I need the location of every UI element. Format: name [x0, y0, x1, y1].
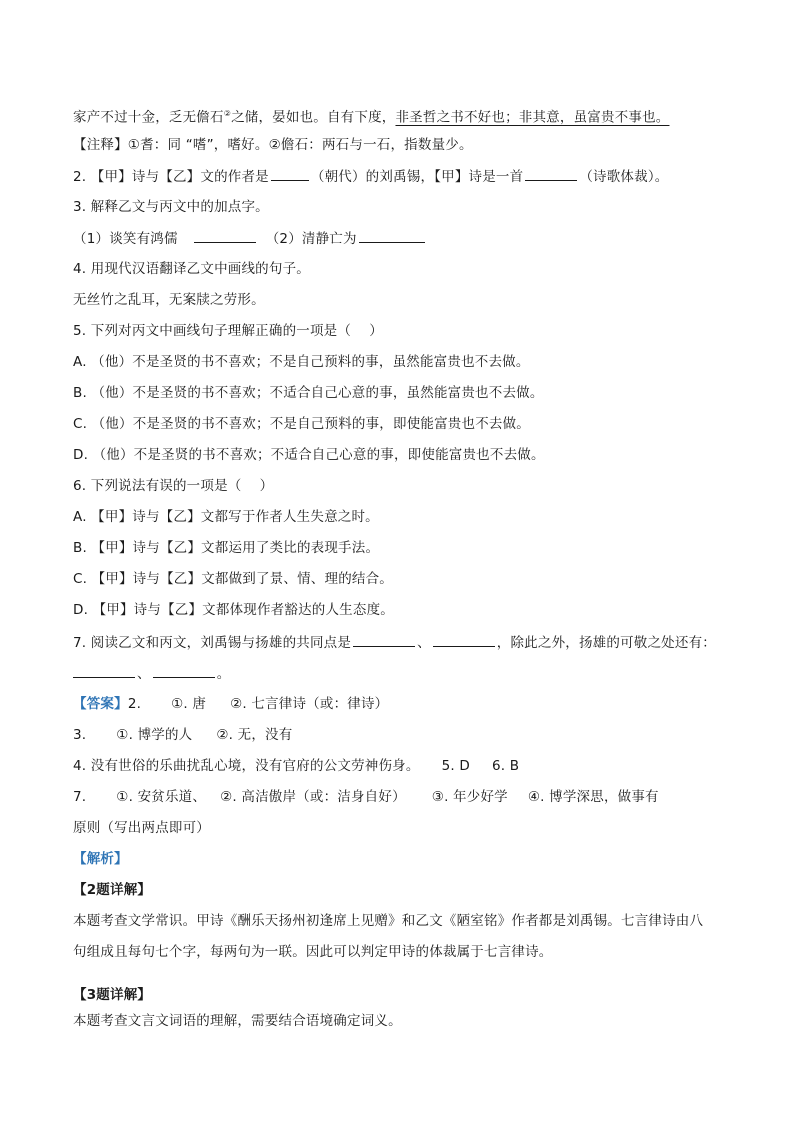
- text-seg: （朝代）的刘禹锡，【甲】诗是一首: [310, 169, 524, 185]
- annotation-line: 【注释】①耆：同 “嗜”，嗜好。②儋石：两石与一石，指数量少。: [73, 137, 473, 153]
- detail-text-3: 本题考查文言文词语的理解，需要结合语境确定词义。: [73, 1013, 402, 1029]
- text-seg: 7. 阅读乙文和丙文，刘禹锡与扬雄的共同点是: [73, 635, 352, 651]
- text-seg: 、: [137, 666, 151, 682]
- text-seg: （诗歌体裁）。: [579, 169, 669, 185]
- footnote-marker: ②: [223, 109, 232, 118]
- question-7: [73, 633, 723, 652]
- text-seg: 2. 【甲】诗与【乙】文的作者是: [73, 169, 269, 185]
- detail-text-2a: 本题考查文学常识。甲诗《酬乐天扬州初逢席上见赠》和乙文《陋室铭》作者都是刘禹锡。七言律诗由八: [73, 913, 704, 929]
- text-seg: 3.: [73, 727, 87, 743]
- underlined-sentence: 非圣哲之书不好也；非其意，虽富贵不事也。: [395, 109, 670, 126]
- option-6c: C. 【甲】诗与【乙】文都做到了景、情、理的结合。: [73, 571, 394, 587]
- text-seg: ，除此之外，扬雄的可敬之处还有：: [496, 635, 716, 651]
- question-3: 3. 解释乙文与丙文中的加点字。: [73, 199, 269, 215]
- option-5a: A. （他）不是圣贤的书不喜欢；不是自己预料的事，虽然能富贵也不去做。: [73, 354, 530, 370]
- answer-line-4: [73, 757, 723, 775]
- text-seg: ①. 博学的人: [116, 727, 193, 743]
- text-seg: 之储，晏如也。自有下度，: [231, 109, 396, 126]
- question-3-items: [73, 229, 723, 248]
- detail-heading-2: 【2题详解】: [73, 882, 152, 898]
- option-6a: A. 【甲】诗与【乙】文都写于作者人生失意之时。: [73, 509, 379, 525]
- text-seg: 、: [417, 635, 431, 651]
- text-seg: ①. 唐: [171, 696, 207, 712]
- answer-line-3: [73, 726, 723, 744]
- text-seg: ③. 年少好学: [431, 789, 508, 805]
- text-seg: 4. 没有世俗的乐曲扰乱心境，没有官府的公文劳神伤身。: [73, 758, 420, 774]
- answer-line-2: [73, 695, 723, 713]
- answer-tag: 【答案】: [73, 696, 128, 712]
- option-6d: D. 【甲】诗与【乙】文都体现作者豁达的人生态度。: [73, 602, 394, 618]
- text-line-bingwen-end: [73, 105, 723, 127]
- text-seg: 。: [216, 666, 231, 682]
- analysis-tag: 【解析】: [73, 851, 128, 867]
- answer-blank[interactable]: [73, 664, 135, 678]
- answer-blank[interactable]: [359, 229, 425, 243]
- text-seg: ④. 博学深思，做事有: [527, 789, 659, 805]
- text-seg: 2.: [127, 696, 142, 712]
- question-6: 6. 下列说法有误的一项是（ ）: [73, 478, 274, 494]
- answer-blank[interactable]: [271, 167, 309, 181]
- answer-line-7-cont: 原则（写出两点即可）: [73, 820, 210, 836]
- translation-sentence: 无丝竹之乱耳，无案牍之劳形。: [73, 292, 265, 308]
- detail-text-2b: 句组成且每句七个字，每两句为一联。因此可以判定甲诗的体裁属于七言律诗。: [73, 944, 553, 960]
- option-6b: B. 【甲】诗与【乙】文都运用了类比的表现手法。: [73, 540, 380, 556]
- text-seg: 6. B: [491, 758, 520, 774]
- option-5d: D. （他）不是圣贤的书不喜欢；不适合自己心意的事，即使能富贵也不去做。: [73, 447, 545, 463]
- text-seg: ②. 七言律诗（或：律诗）: [230, 696, 389, 712]
- text-seg: （1）谈笑有鸿儒: [73, 231, 178, 247]
- analysis-tag-line: [73, 850, 723, 868]
- question-7-cont: [73, 664, 723, 683]
- answer-blank[interactable]: [194, 229, 256, 243]
- question-2: [73, 167, 723, 186]
- question-4: 4. 用现代汉语翻译乙文中画线的句子。: [73, 261, 310, 277]
- text-seg: 家产不过十金，乏无儋石: [73, 109, 224, 126]
- answer-line-7: [73, 788, 723, 806]
- text-seg: 5. D: [441, 758, 470, 774]
- text-seg: ①. 安贫乐道、: [116, 789, 207, 805]
- text-seg: ②. 高洁傲岸（或：洁身自好）: [220, 789, 406, 805]
- answer-blank[interactable]: [433, 633, 495, 647]
- text-seg: （2）清静亡为: [265, 231, 357, 247]
- option-5b: B. （他）不是圣贤的书不喜欢；不适合自己心意的事，虽然能富贵也不去做。: [73, 385, 544, 401]
- text-seg: ②. 无，没有: [216, 727, 293, 743]
- detail-heading-3: 【3题详解】: [73, 987, 152, 1003]
- option-5c: C. （他）不是圣贤的书不喜欢；不是自己预料的事，即使能富贵也不去做。: [73, 416, 531, 432]
- question-5: 5. 下列对丙文中画线句子理解正确的一项是（ ）: [73, 323, 383, 339]
- answer-blank[interactable]: [525, 167, 577, 181]
- answer-blank[interactable]: [153, 664, 215, 678]
- answer-blank[interactable]: [353, 633, 415, 647]
- text-seg: 7.: [73, 789, 87, 805]
